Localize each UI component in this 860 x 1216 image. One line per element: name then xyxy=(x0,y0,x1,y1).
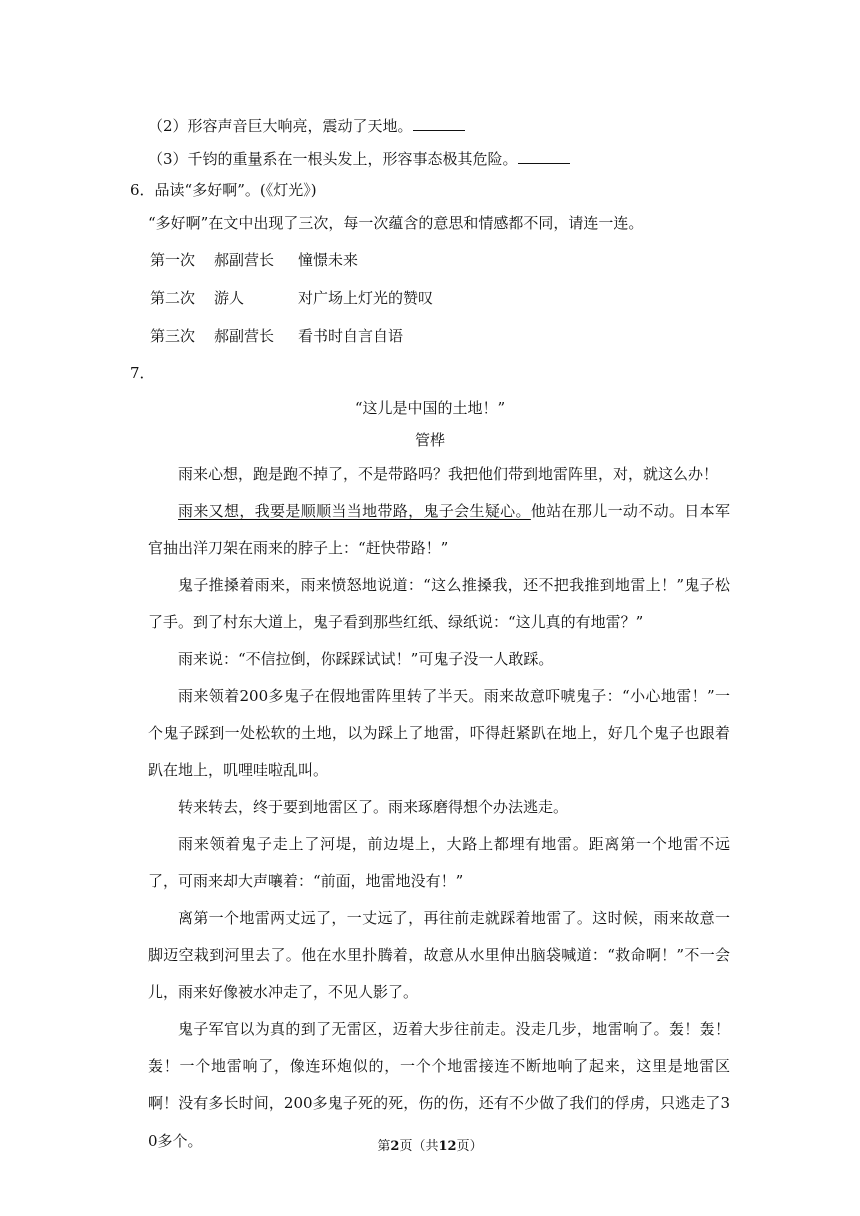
passage-paragraph: 雨来领着鬼子走上了河堤，前边堤上，大路上都埋有地雷。距离第一个地雷不远了，可雨来却大声嚷着：“前面，地雷地没有！” xyxy=(148,835,730,891)
passage-paragraph: 转来转去，终于要到地雷区了。雨来琢磨得想个办法逃走。 xyxy=(178,798,569,816)
q6-instruction: “多好啊”在文中出现了三次，每一次蕴含的意思和情感都不同，请连一连。 xyxy=(148,214,644,232)
passage-paragraph: 离第一个地雷两丈远了，一丈远了，再往前走就踩着地雷了。这时候，雨来故意一脚迈空栽到河里去了。他在水里扑腾着，故意从水里伸出脑袋喊道：“救命啊！”不一会儿，雨来好像被水冲走了，不见人影了。 xyxy=(148,909,730,1002)
question-number: 6． xyxy=(130,181,155,199)
q6-heading xyxy=(130,180,317,200)
passage-paragraph: 雨来领着200多鬼子在假地雷阵里转了半天。雨来故意吓唬鬼子：“小心地雷！”一个鬼子踩到一处松软的土地，以为踩上了地雷，吓得赶紧趴在地上，好几个鬼子也跟着趴在地上，叽哩哇啦乱叫。 xyxy=(148,687,730,780)
underlined-sentence: 雨来又想，我要是顺顺当当地带路，鬼子会生疑心。 xyxy=(178,502,531,520)
match-order[interactable]: 第一次 xyxy=(150,251,196,269)
page-footer: 第2页（共12页） xyxy=(377,1139,483,1154)
passage-paragraph: 雨来说：“不信拉倒，你踩踩试试！”可鬼子没一人敢踩。 xyxy=(178,650,554,668)
passage-paragraph: 鬼子推搡着雨来，雨来愤怒地说道：“这么推搡我，还不把我推到地雷上！”鬼子松了手。到了村东大道上，鬼子看到那些红纸、绿纸说：“这儿真的有地雷？” xyxy=(148,576,730,632)
passage-paragraph: 鬼子军官以为真的到了无雷区，迈着大步往前走。没走几步，地雷响了。轰！轰！轰！一个地雷响了，像连环炮似的，一个个地雷接连不断地响了起来，这里是地雷区啊！没有多长时间，200多鬼子死的死，伤的伤，还有不少做了我们的俘虏，只逃走了30多个。 xyxy=(148,1020,730,1150)
match-meaning[interactable]: 憧憬未来 xyxy=(298,251,359,269)
answer-blank[interactable] xyxy=(413,114,465,131)
question-number: 7． xyxy=(130,364,155,382)
passage-title: “这儿是中国的土地！” xyxy=(354,399,506,417)
match-speaker[interactable]: 游人 xyxy=(214,289,245,307)
total-pages: 12 xyxy=(438,1139,457,1154)
answer-blank[interactable] xyxy=(518,147,570,164)
match-meaning[interactable]: 看书时自言自语 xyxy=(298,327,404,345)
passage-paragraph: 雨来心想，跑是跑不掉了，不是带路吗？我把他们带到地雷阵里，对，就这么办！ xyxy=(178,465,719,483)
q5-item-3 xyxy=(148,147,570,169)
q5-item-2 xyxy=(148,114,465,136)
q5-item-3-text: （3）千钧的重量系在一根头发上，形容事态极其危险。 xyxy=(148,150,518,168)
passage-author: 管桦 xyxy=(414,431,445,449)
match-order[interactable]: 第二次 xyxy=(150,289,196,307)
match-meaning[interactable]: 对广场上灯光的赞叹 xyxy=(298,289,434,307)
passage-paragraph xyxy=(148,493,730,567)
match-speaker[interactable]: 郝副营长 xyxy=(214,327,275,345)
match-order[interactable]: 第三次 xyxy=(150,327,196,345)
paragraph-text: 他站在那儿一动不动。日本军官抽出洋刀架在雨来的脖子上：“赶快带路！” xyxy=(148,502,730,558)
q6-title: 品读“多好啊”。(《灯光》) xyxy=(154,181,317,199)
page-number: 2 xyxy=(390,1139,400,1154)
match-speaker[interactable]: 郝副营长 xyxy=(214,251,275,269)
q5-item-2-text: （2）形容声音巨大响亮，震动了天地。 xyxy=(148,117,413,135)
